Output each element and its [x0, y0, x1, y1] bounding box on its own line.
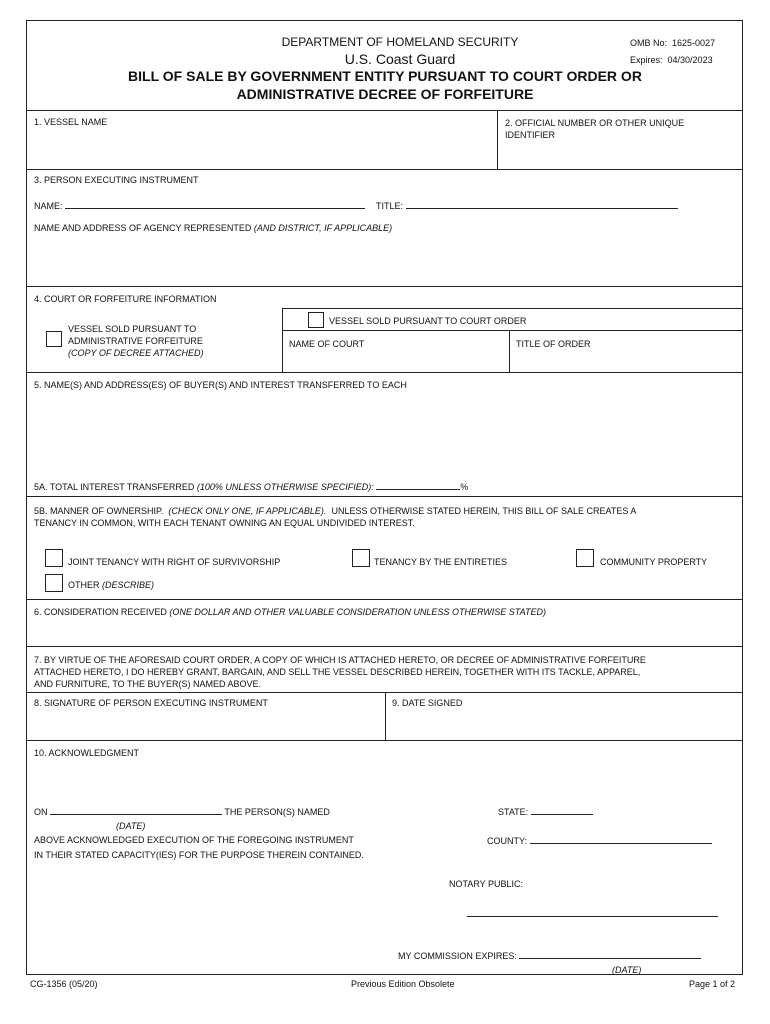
ownership-manner-label: 5B. MANNER OF OWNERSHIP. (CHECK ONLY ONE, IF APPLICABLE). UNLESS OTHERWISE STATED HEREIN, THIS BILL OF SALE CREATES A TENANCY IN COMMON, WITH EACH TENANT OWNING AN EQUAL UNDIVIDED INTEREST.	[34, 506, 637, 528]
executor-name-row	[34, 200, 365, 211]
commission-label: MY COMMISSION EXPIRES:	[398, 951, 517, 961]
commission-date-caption: (DATE)	[612, 965, 642, 975]
person-executing-label: 3. PERSON EXECUTING INSTRUMENT	[34, 175, 199, 185]
grant-statement: 7. BY VIRTUE OF THE AFORESAID COURT ORDER, A COPY OF WHICH IS ATTACHED HERETO, OR DECREE OF ADMINISTRATIVE FORFEITURE ATTACHED HERETO, I DO HEREBY GRANT, BARGAIN, AND SELL THE VESSEL DESCRIBED HEREIN, TOGETHER WITH ITS TACKLE, APPAREL, AND FURNITURE, TO THE BUYER(S) NAMED ABOVE.	[34, 655, 646, 689]
consideration-field[interactable]	[30, 621, 738, 645]
executor-name-field[interactable]	[65, 200, 365, 209]
notary-signature-line[interactable]	[467, 916, 718, 917]
signature-field[interactable]	[30, 712, 380, 738]
executor-title-label: TITLE:	[376, 201, 404, 211]
notary-public-label: NOTARY PUBLIC:	[449, 879, 524, 889]
other-ownership-checkbox[interactable]	[45, 574, 63, 592]
percent-sign: %	[460, 482, 469, 492]
state-label: STATE:	[498, 807, 529, 817]
state-row	[498, 806, 593, 817]
on-label: ON	[34, 807, 48, 817]
total-interest-note: (100% UNLESS OTHERWISE SPECIFIED):	[196, 482, 374, 492]
total-interest-label: 5A. TOTAL INTEREST TRANSFERRED	[34, 482, 195, 492]
community-property-label: COMMUNITY PROPERTY	[600, 557, 708, 567]
joint-tenancy-checkbox[interactable]	[45, 549, 63, 567]
official-number-label: 2. OFFICIAL NUMBER OR OTHER UNIQUE IDENTIFIER	[505, 118, 685, 140]
state-field[interactable]	[531, 806, 593, 815]
persons-named-label: THE PERSON(S) NAMED	[224, 807, 330, 817]
department-name: DEPARTMENT OF HOMELAND SECURITY	[281, 35, 519, 49]
county-field[interactable]	[530, 835, 712, 844]
acknowledgment-line3: IN THEIR STATED CAPACITY(IES) FOR THE PURPOSE THEREIN CONTAINED.	[34, 850, 364, 860]
agency-represented-label: NAME AND ADDRESS OF AGENCY REPRESENTED (AND DISTRICT, IF APPLICABLE)	[34, 223, 393, 233]
acknowledgment-date-row	[34, 806, 330, 817]
name-of-court-label: NAME OF COURT	[289, 339, 365, 349]
date-caption: (DATE)	[116, 821, 146, 831]
title-of-order-label: TITLE OF ORDER	[516, 339, 591, 349]
vessel-name-label: 1. VESSEL NAME	[34, 117, 108, 127]
county-label: COUNTY:	[487, 836, 528, 846]
acknowledgment-line2: ABOVE ACKNOWLEDGED EXECUTION OF THE FOREGOING INSTRUMENT	[34, 835, 354, 845]
court-info-label: 4. COURT OR FORFEITURE INFORMATION	[34, 294, 217, 304]
commission-date-field[interactable]	[519, 950, 701, 959]
agency-address-field[interactable]	[30, 238, 738, 284]
omb-value: 1625-0027	[672, 38, 716, 48]
form-number: CG-1356 (05/20)	[30, 979, 98, 989]
name-of-court-field[interactable]	[285, 352, 507, 370]
court-order-checkbox[interactable]	[308, 312, 324, 328]
vessel-name-field[interactable]	[28, 132, 494, 168]
omb-label: OMB No:	[630, 38, 668, 48]
commission-row	[398, 950, 701, 961]
total-interest-row	[34, 481, 468, 492]
executor-title-field[interactable]	[406, 200, 678, 209]
county-row	[487, 835, 712, 846]
executor-name-label: NAME:	[34, 201, 63, 211]
date-signed-label: 9. DATE SIGNED	[392, 698, 463, 708]
tenancy-entireties-checkbox[interactable]	[352, 549, 370, 567]
total-interest-field[interactable]	[376, 481, 460, 490]
other-ownership-label: OTHER (DESCRIBE)	[68, 580, 155, 590]
official-number-field[interactable]	[500, 144, 740, 168]
expires-label: Expires:	[630, 55, 663, 65]
consideration-label: 6. CONSIDERATION RECEIVED (ONE DOLLAR AND OTHER VALUABLE CONSIDERATION UNLESS OTHERWISE STATED)	[34, 607, 546, 617]
acknowledgment-date-field[interactable]	[50, 806, 222, 815]
page-number: Page 1 of 2	[689, 979, 736, 989]
form-title-line1: BILL OF SALE BY GOVERNMENT ENTITY PURSUANT TO COURT ORDER OR	[128, 68, 642, 84]
expiration-date	[630, 55, 713, 65]
acknowledgment-label: 10. ACKNOWLEDGMENT	[34, 748, 140, 758]
signature-label: 8. SIGNATURE OF PERSON EXECUTING INSTRUMENT	[34, 698, 268, 708]
tenancy-entireties-label: TENANCY BY THE ENTIRETIES	[374, 557, 508, 567]
executor-title-row	[376, 200, 678, 211]
buyers-label: 5. NAME(S) AND ADDRESS(ES) OF BUYER(S) AND INTEREST TRANSFERRED TO EACH	[34, 380, 407, 390]
title-of-order-field[interactable]	[512, 352, 740, 370]
form-title-line2: ADMINISTRATIVE DECREE OF FORFEITURE	[236, 86, 534, 102]
buyers-field[interactable]	[30, 394, 738, 474]
date-signed-field[interactable]	[390, 712, 738, 738]
community-property-checkbox[interactable]	[576, 549, 594, 567]
administrative-forfeiture-label: VESSEL SOLD PURSUANT TO ADMINISTRATIVE FORFEITURE (COPY OF DECREE ATTACHED)	[68, 324, 204, 358]
expires-value: 04/30/2023	[667, 55, 713, 65]
edition-note: Previous Edition Obsolete	[351, 979, 455, 989]
administrative-forfeiture-checkbox[interactable]	[46, 331, 62, 347]
agency-name: U.S. Coast Guard	[344, 51, 456, 67]
court-order-label: VESSEL SOLD PURSUANT TO COURT ORDER	[329, 316, 527, 326]
omb-number	[630, 38, 715, 48]
joint-tenancy-label: JOINT TENANCY WITH RIGHT OF SURVIVORSHIP	[68, 557, 281, 567]
